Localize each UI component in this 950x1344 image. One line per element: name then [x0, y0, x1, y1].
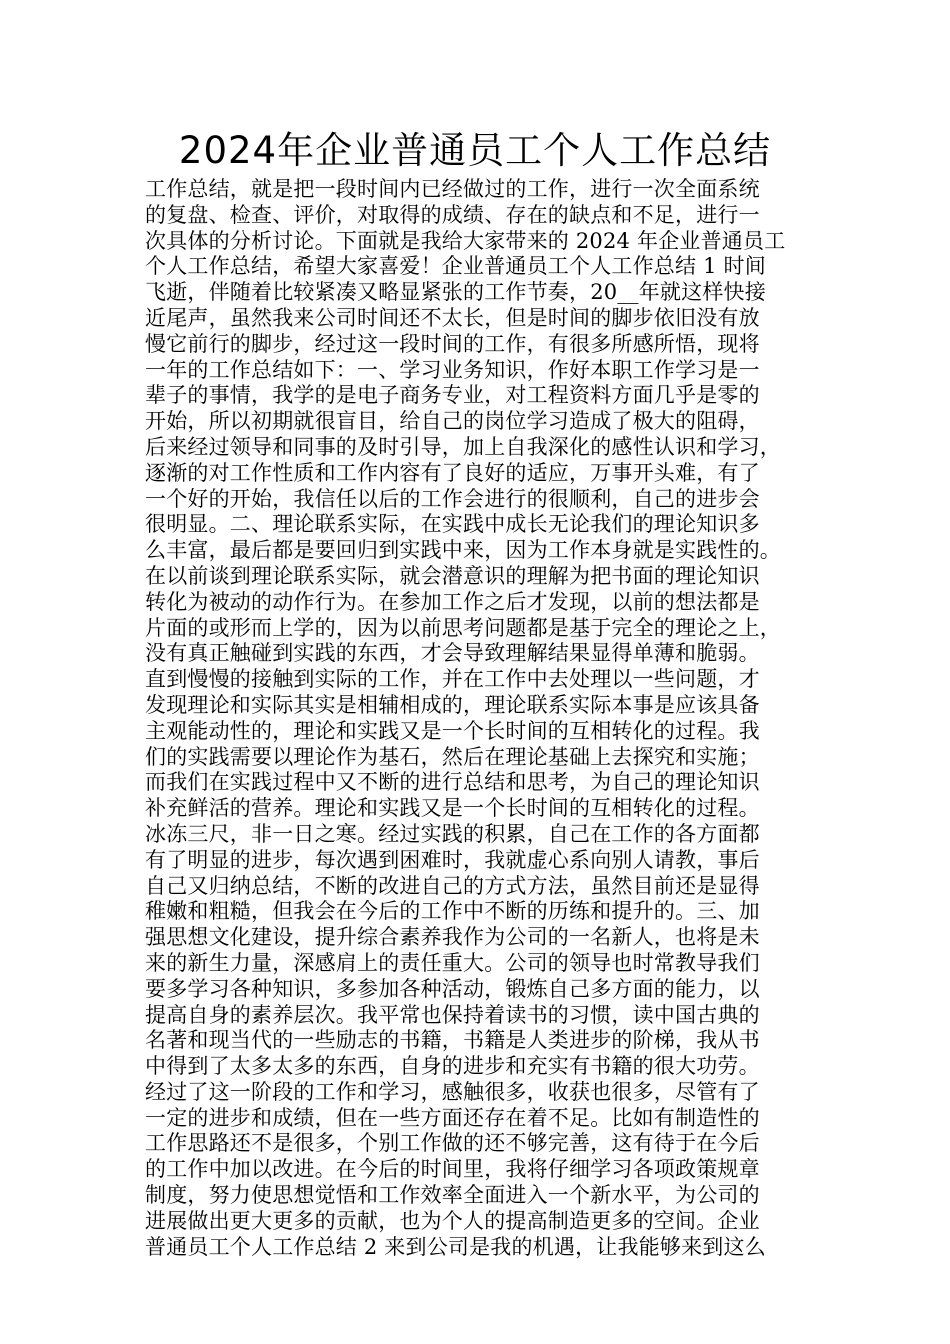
body-line: 而我们在实践过程中又不断的进行总结和思考，为自己的理论知识: [145, 770, 760, 795]
body-line: 名著和现当代的一些励志的书籍，书籍是人类进步的阶梯，我从书: [145, 1028, 760, 1053]
body-line: 补充鲜活的营养。理论和实践又是一个长时间的互相转化的过程。: [145, 796, 760, 821]
body-line: 的复盘、检查、评价，对取得的成绩、存在的缺点和不足，进行一: [145, 202, 760, 227]
body-line: 很明显。二、理论联系实际，在实践中成长无论我们的理论知识多: [145, 512, 760, 537]
body-line: 有了明显的进步，每次遇到困难时，我就虚心系向别人请教，事后: [145, 847, 760, 872]
body-line: 转化为被动的动作行为。在参加工作之后才发现，以前的想法都是: [145, 589, 760, 614]
body-line: 个人工作总结，希望大家喜爱！企业普通员工个人工作总结 1 时间: [145, 254, 766, 279]
body-line: 制度，努力使思想觉悟和工作效率全面进入一个新水平，为公司的: [145, 1183, 760, 1208]
body-line: 没有真正触碰到实践的东西，才会导致理解结果显得单薄和脆弱。: [145, 641, 760, 666]
body-line: 们的实践需要以理论作为基石，然后在理论基础上去探究和实施；: [145, 744, 760, 769]
document-title: 2024年企业普通员工个人工作总结: [178, 129, 772, 172]
body-line: 强思想文化建设，提升综合素养我作为公司的一名新人，也将是未: [145, 925, 760, 950]
body-line: 开始，所以初期就很盲目，给自己的岗位学习造成了极大的阻碍，: [145, 409, 760, 434]
body-line: 飞逝，伴随着比较紧凑又略显紧张的工作节奏，20__年就这样快接: [145, 280, 766, 305]
body-line: 一定的进步和成绩，但在一些方面还存在着不足。比如有制造性的: [145, 1105, 760, 1130]
body-line: 提高自身的素养层次。我平常也保持着读书的习惯，读中国古典的: [145, 1002, 760, 1027]
body-line: 近尾声，虽然我来公司时间还不太长，但是时间的脚步依旧没有放: [145, 305, 760, 330]
body-line: 次具体的分析讨论。下面就是我给大家带来的 2024 年企业普通员工: [145, 228, 786, 253]
body-line: 冰冻三尺，非一日之寒。经过实践的积累，自己在工作的各方面都: [145, 821, 760, 846]
body-line: 一年的工作总结如下：一、学习业务知识，作好本职工作学习是一: [145, 357, 760, 382]
body-line: 后来经过领导和同事的及时引导，加上自我深化的感性认识和学习，: [145, 434, 781, 459]
body-line: 工作思路还不是很多，个别工作做的还不够完善，这有待于在今后: [145, 1131, 760, 1156]
body-line: 在以前谈到理论联系实际，就会潜意识的理解为把书面的理论知识: [145, 563, 760, 588]
body-line: 要多学习各种知识，多参加各种活动，锻炼自己多方面的能力，以: [145, 976, 760, 1001]
body-line: 经过了这一阶段的工作和学习，感触很多，收获也很多，尽管有了: [145, 1079, 760, 1104]
body-line: 进展做出更大更多的贡献，也为个人的提高制造更多的空间。企业: [145, 1208, 760, 1233]
body-line: 发现理论和实际其实是相辅相成的，理论联系实际本事是应该具备: [145, 692, 760, 717]
body-line: 慢它前行的脚步，经过这一段时间的工作，有很多所感所悟，现将: [145, 331, 760, 356]
body-line: 稚嫩和粗糙，但我会在今后的工作中不断的历练和提升的。三、加: [145, 899, 760, 924]
body-line: 逐渐的对工作性质和工作内容有了良好的适应，万事开头难，有了: [145, 460, 760, 485]
body-line: 的工作中加以改进。在今后的时间里，我将仔细学习各项政策规章: [145, 1157, 760, 1182]
document-body: [145, 177, 817, 1260]
body-line: 直到慢慢的接触到实际的工作，并在工作中去处理以一些问题，才: [145, 667, 760, 692]
body-line: 工作总结，就是把一段时间内已经做过的工作，进行一次全面系统: [145, 177, 760, 201]
body-line: 辈子的事情，我学的是电子商务专业，对工程资料方面几乎是零的: [145, 383, 760, 408]
body-line: 一个好的开始，我信任以后的工作会进行的很顺利，自己的进步会: [145, 486, 760, 511]
body-line: 么丰富，最后都是要回归到实践中来，因为工作本身就是实践性的。: [145, 538, 781, 563]
body-line: 自己又归纳总结，不断的改进自己的方式方法，虽然目前还是显得: [145, 873, 760, 898]
body-line: 主观能动性的，理论和实践又是一个长时间的互相转化的过程。我: [145, 718, 760, 743]
body-line: 中得到了太多太多的东西，自身的进步和充实有书籍的很大功劳。: [145, 1054, 760, 1079]
body-line: 片面的或形而上学的，因为以前思考问题都是基于完全的理论之上，: [145, 615, 781, 640]
body-line: 来的新生力量，深感肩上的责任重大。公司的领导也时常教导我们: [145, 950, 760, 975]
body-line: 普通员工个人工作总结 2 来到公司是我的机遇，让我能够来到这么: [145, 1234, 766, 1259]
